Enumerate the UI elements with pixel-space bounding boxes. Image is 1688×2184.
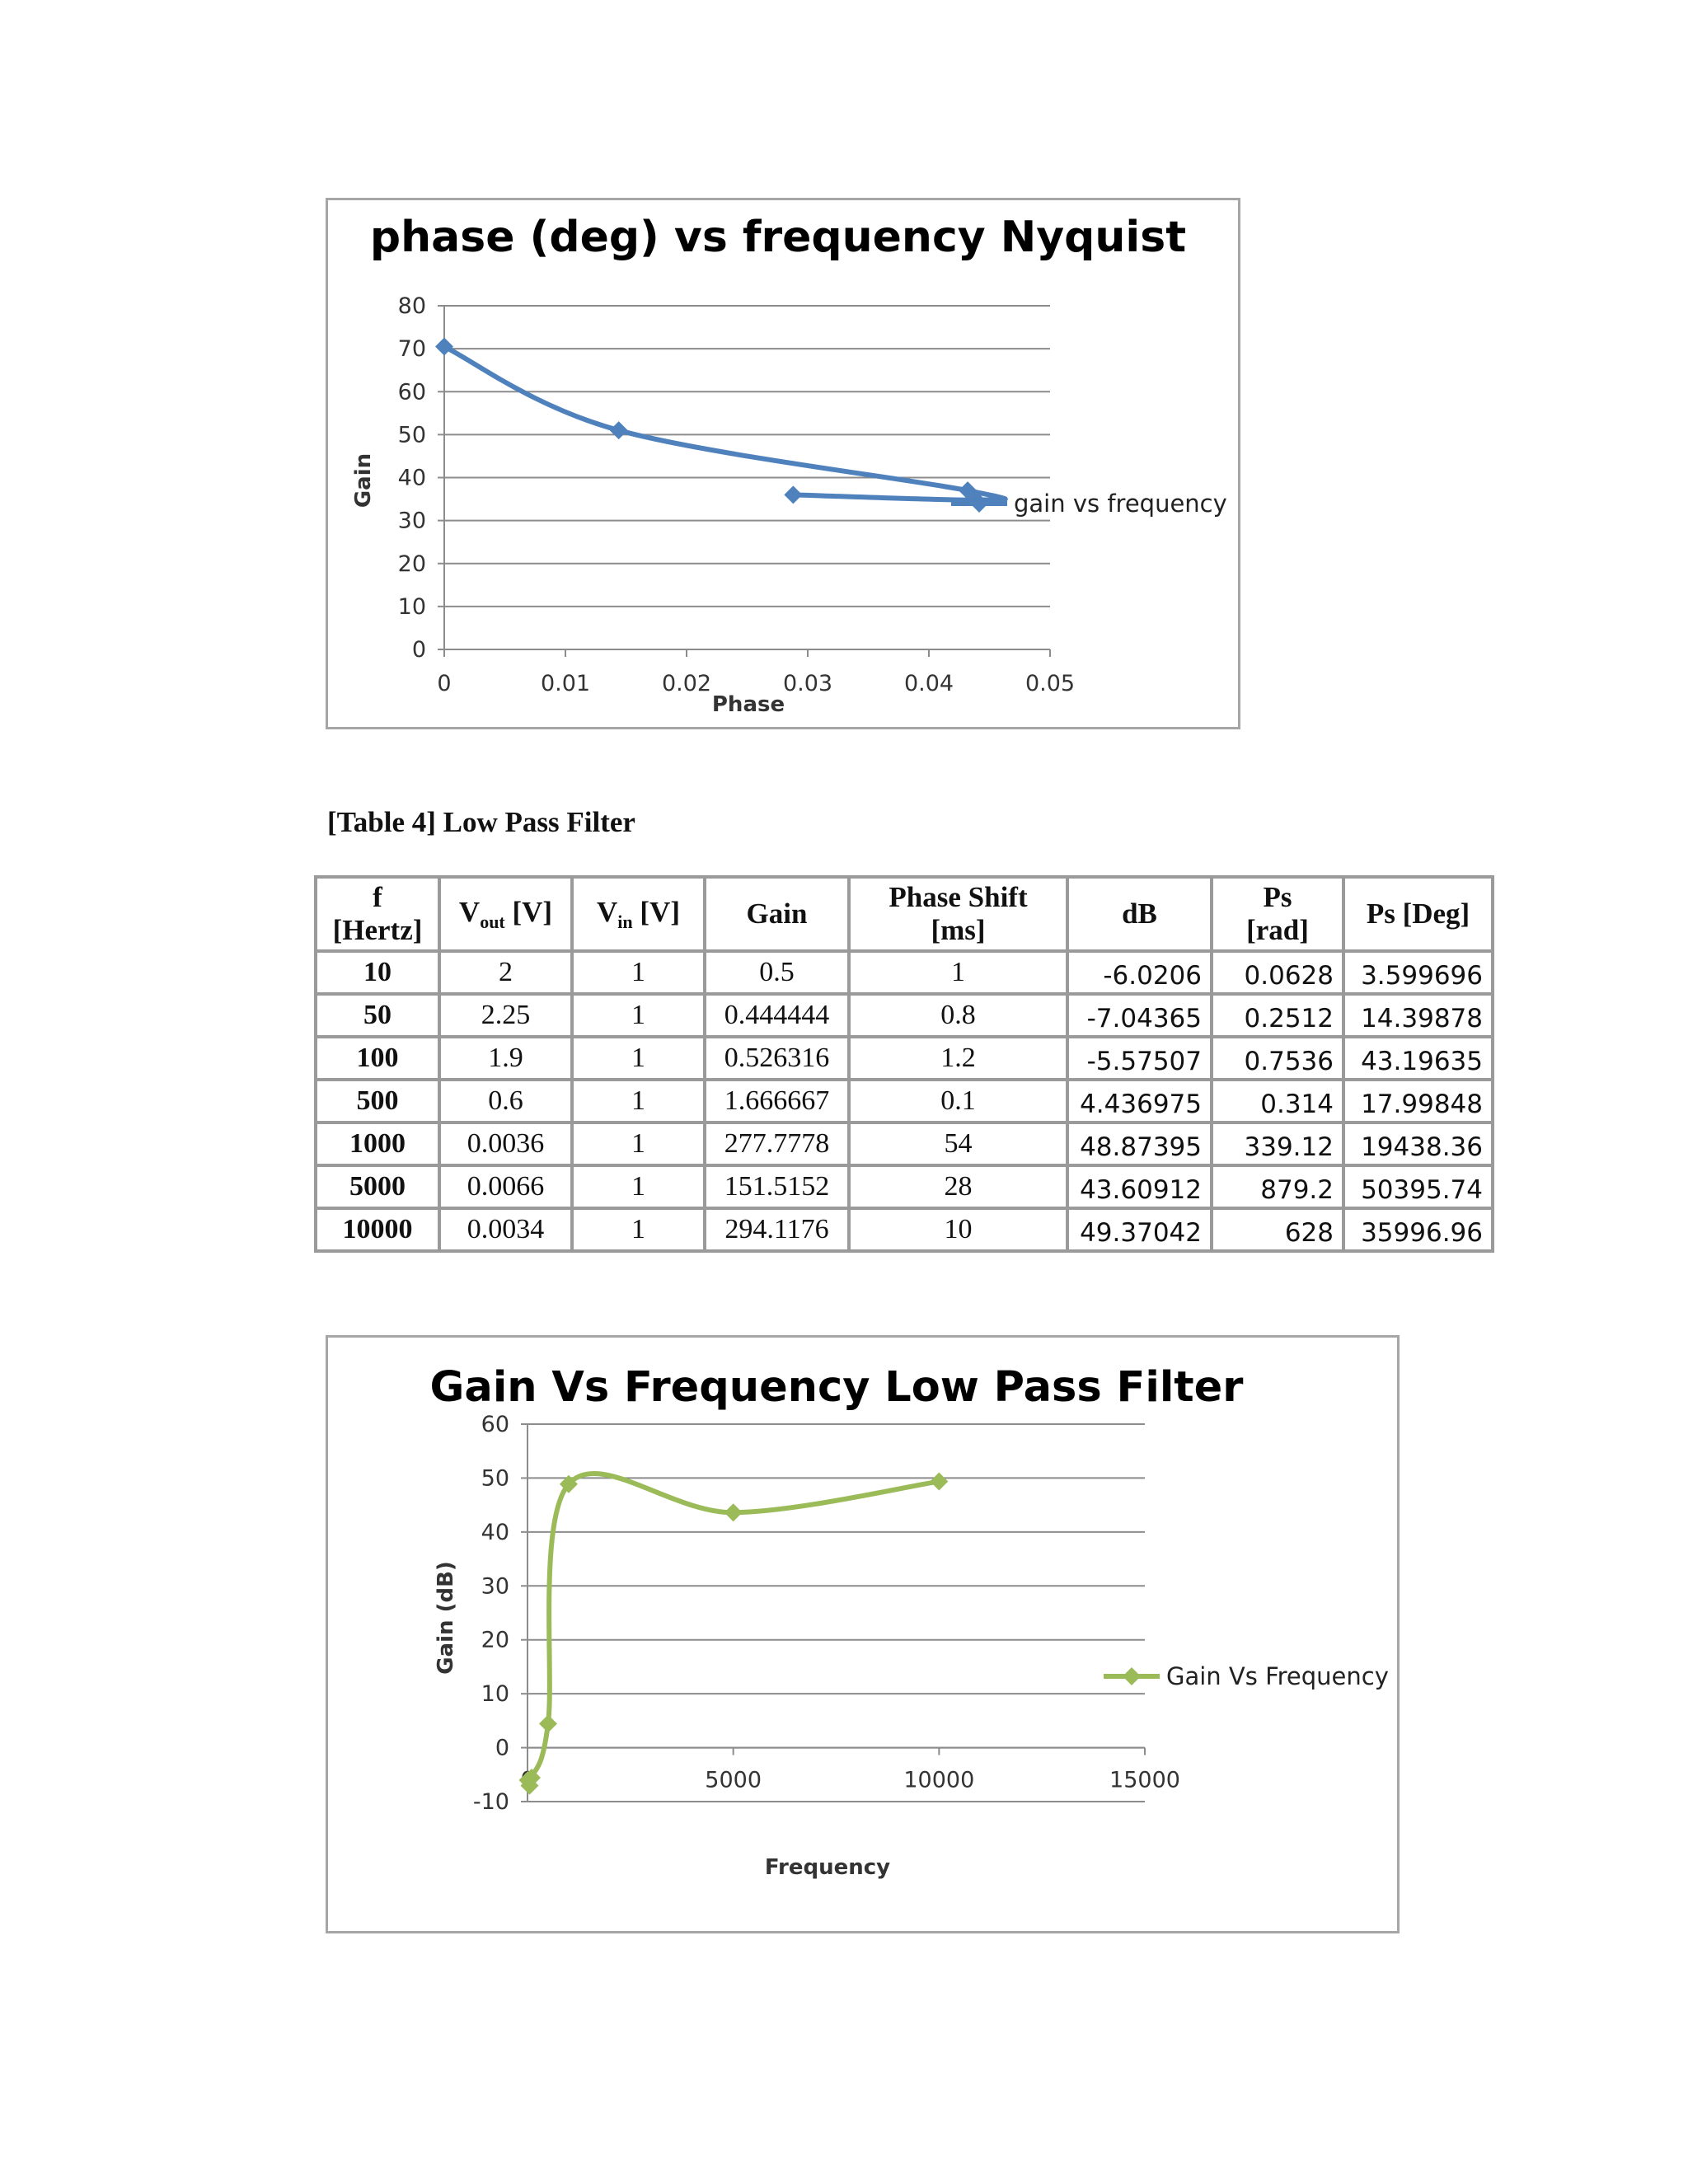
cell-vin: 1 <box>572 1037 705 1080</box>
table-row <box>316 951 1493 994</box>
table-header-row <box>316 877 1493 951</box>
cell-frequency: 50 <box>316 994 439 1037</box>
cell-db: 48.87395 <box>1067 1122 1212 1165</box>
data-point <box>539 1715 557 1733</box>
cell-ps-rad: 0.2512 <box>1212 994 1343 1037</box>
cell-ps-rad: 0.314 <box>1212 1080 1343 1122</box>
cell-db: -7.04365 <box>1067 994 1212 1037</box>
table-row <box>316 1080 1493 1122</box>
cell-vin: 1 <box>572 1122 705 1165</box>
cell-vin: 1 <box>572 994 705 1037</box>
low-pass-filter-table <box>314 875 1494 1253</box>
y-tick-label: 50 <box>397 422 426 448</box>
y-tick-label: 0 <box>411 637 426 663</box>
cell-vin: 1 <box>572 1208 705 1251</box>
cell-phase-shift: 1 <box>849 951 1067 994</box>
cell-phase-shift: 28 <box>849 1165 1067 1208</box>
cell-db: 4.436975 <box>1067 1080 1212 1122</box>
y-tick-label: 0 <box>495 1735 509 1761</box>
cell-db: 43.60912 <box>1067 1165 1212 1208</box>
cell-ps-deg: 19438.36 <box>1343 1122 1493 1165</box>
cell-gain: 277.7778 <box>705 1122 849 1165</box>
legend-label: gain vs frequency <box>1014 490 1227 518</box>
cell-ps-rad: 628 <box>1212 1208 1343 1251</box>
y-tick-label: 60 <box>481 1412 509 1437</box>
data-point <box>724 1503 743 1521</box>
cell-phase-shift: 1.2 <box>849 1037 1067 1080</box>
table-row <box>316 1165 1493 1208</box>
y-tick-label: -10 <box>472 1789 509 1815</box>
table-row <box>316 1037 1493 1080</box>
cell-vin: 1 <box>572 951 705 994</box>
y-tick-label: 20 <box>481 1627 509 1653</box>
cell-frequency: 100 <box>316 1037 439 1080</box>
cell-ps-deg: 17.99848 <box>1343 1080 1493 1122</box>
legend-marker <box>1123 1667 1141 1685</box>
table-row <box>316 1122 1493 1165</box>
x-tick-label: 10000 <box>903 1767 975 1793</box>
cell-gain: 0.526316 <box>705 1037 849 1080</box>
cell-vin: 1 <box>572 1165 705 1208</box>
y-tick-label: 80 <box>397 293 426 319</box>
cell-gain: 0.5 <box>705 951 849 994</box>
cell-gain: 0.444444 <box>705 994 849 1037</box>
table-row <box>316 994 1493 1037</box>
x-axis-title: Phase <box>711 692 785 717</box>
cell-vout: 1.9 <box>439 1037 572 1080</box>
data-point <box>930 1473 948 1491</box>
cell-frequency: 1000 <box>316 1122 439 1165</box>
cell-ps-deg: 3.599696 <box>1343 951 1493 994</box>
y-axis-title: Gain (dB) <box>434 1561 458 1675</box>
cell-ps-deg: 35996.96 <box>1343 1208 1493 1251</box>
cell-vout: 2.25 <box>439 994 572 1037</box>
x-tick-label: 0.03 <box>782 671 833 696</box>
cell-frequency: 10000 <box>316 1208 439 1251</box>
chart-title: phase (deg) vs frequency Nyquist <box>369 213 1187 262</box>
x-tick-label: 0 <box>437 671 452 696</box>
nyquist-chart-svg <box>328 200 1238 727</box>
cell-phase-shift: 0.1 <box>849 1080 1067 1122</box>
cell-gain: 294.1176 <box>705 1208 849 1251</box>
cell-ps-rad: 0.0628 <box>1212 951 1343 994</box>
x-tick-label: 0.02 <box>661 671 712 696</box>
legend-label: Gain Vs Frequency <box>1166 1662 1389 1690</box>
cell-ps-rad: 879.2 <box>1212 1165 1343 1208</box>
cell-db: -5.57507 <box>1067 1037 1212 1080</box>
cell-phase-shift: 10 <box>849 1208 1067 1251</box>
x-tick-label: 5000 <box>705 1767 762 1793</box>
cell-ps-deg: 50395.74 <box>1343 1165 1493 1208</box>
y-tick-label: 50 <box>481 1465 509 1492</box>
x-axis-title: Frequency <box>764 1855 891 1880</box>
cell-vout: 0.0034 <box>439 1208 572 1251</box>
gain-frequency-chart-svg <box>328 1338 1397 1931</box>
header-vin: $V_{in}$ [V] <box>572 877 705 951</box>
y-tick-label: 30 <box>397 508 426 534</box>
data-point <box>610 421 628 439</box>
cell-phase-shift: 54 <box>849 1122 1067 1165</box>
cell-gain: 1.666667 <box>705 1080 849 1122</box>
y-tick-label: 40 <box>397 465 426 491</box>
table-row <box>316 1208 1493 1251</box>
y-tick-label: 10 <box>481 1681 509 1708</box>
cell-ps-deg: 43.19635 <box>1343 1037 1493 1080</box>
header-phase-shift: Phase Shift [ms] <box>849 877 1067 951</box>
cell-frequency: 10 <box>316 951 439 994</box>
cell-db: -6.0206 <box>1067 951 1212 994</box>
y-tick-label: 10 <box>397 593 426 620</box>
cell-ps-rad: 0.7536 <box>1212 1037 1343 1080</box>
y-tick-label: 40 <box>481 1519 509 1545</box>
data-point <box>435 338 453 356</box>
cell-vout: 0.0066 <box>439 1165 572 1208</box>
cell-ps-rad: 339.12 <box>1212 1122 1343 1165</box>
header-ps-rad: Ps [rad] <box>1212 877 1343 951</box>
y-tick-label: 70 <box>397 336 426 363</box>
header-db: dB <box>1067 877 1212 951</box>
chart-title: Gain Vs Frequency Low Pass Filter <box>429 1363 1244 1412</box>
cell-frequency: 500 <box>316 1080 439 1122</box>
cell-vin: 1 <box>572 1080 705 1122</box>
y-tick-label: 30 <box>481 1573 509 1600</box>
gain-frequency-chart <box>326 1335 1400 1933</box>
header-frequency: f [Hertz] <box>316 877 439 951</box>
data-point <box>784 485 802 504</box>
x-tick-label: 0.01 <box>540 671 591 696</box>
table-caption: [Table 4] Low Pass Filter <box>327 806 635 838</box>
cell-vout: 2 <box>439 951 572 994</box>
cell-phase-shift: 0.8 <box>849 994 1067 1037</box>
cell-ps-deg: 14.39878 <box>1343 994 1493 1037</box>
x-tick-label: 0.05 <box>1025 671 1076 696</box>
y-tick-label: 20 <box>397 551 426 577</box>
cell-vout: 0.0036 <box>439 1122 572 1165</box>
y-axis-title: Gain <box>351 452 376 509</box>
x-tick-label: 15000 <box>1109 1767 1180 1793</box>
cell-vout: 0.6 <box>439 1080 572 1122</box>
y-tick-label: 60 <box>397 379 426 405</box>
header-ps-deg: Ps [Deg] <box>1343 877 1493 951</box>
cell-gain: 151.5152 <box>705 1165 849 1208</box>
nyquist-chart <box>326 198 1240 729</box>
cell-frequency: 5000 <box>316 1165 439 1208</box>
x-tick-label: 0.04 <box>903 671 954 696</box>
header-gain: Gain <box>705 877 849 951</box>
cell-db: 49.37042 <box>1067 1208 1212 1251</box>
header-vout: $V_{out}$ [V] <box>439 877 572 951</box>
